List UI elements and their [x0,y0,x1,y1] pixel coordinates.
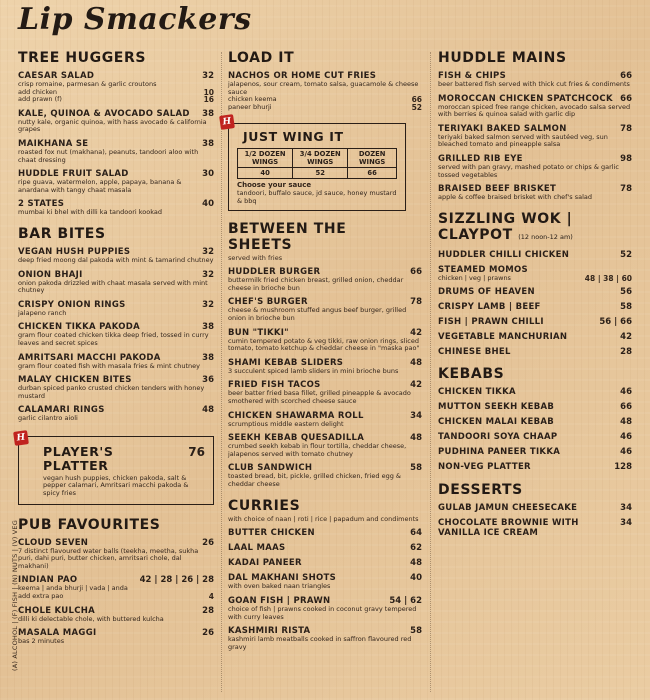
menu-item-description: garlic cilantro aioli [18,414,78,423]
menu-item [438,124,632,149]
menu-item-name: MOROCCAN CHICKEN SPATCHCOCK [438,93,613,104]
menu-item-price: 42 [410,380,422,391]
platter-price: 76 [188,444,205,459]
section-between-the-sheets [228,221,422,488]
menu-item [438,94,632,119]
platter-heading: PLAYER'S PLATTER [43,443,114,473]
section-tree-huggers [18,50,214,217]
menu-item-name: CHINESE BHEL [438,347,511,358]
menu-item [18,109,214,134]
menu-item [228,328,422,353]
menu-item [228,297,422,322]
menu-item [18,405,214,423]
menu-item-price: 48 [202,405,214,416]
section-heading: BETWEEN THE SHEETS [228,221,347,254]
menu-item-name: CLOUD SEVEN [18,537,89,548]
menu-item [228,596,422,621]
menu-item-price: 40 [410,573,422,584]
menu-item-name: HUDDLER BURGER [228,267,321,278]
menu-item [438,518,632,538]
menu-item-name: MUTTON SEEKH KEBAB [438,402,555,413]
menu-item-price: 54 | 62 [389,596,422,607]
addon-label: add prawn (f) [18,95,62,104]
menu-item-price: 66 [620,93,632,104]
menu-item-name: CHICKEN SHAWARMA ROLL [228,410,364,421]
menu-item-description: jalapeno ranch [18,308,67,317]
menu-item-name: STEAMED MOMOS [438,264,528,275]
menu-item [228,573,422,591]
menu-item-price: 38 [202,108,214,119]
menu-item-description: ripe guava, watermelon, apple, papaya, banana & anardana with tangy chaat masala [18,178,182,194]
menu-item-price: 98 [620,153,632,164]
menu-item-name: GULAB JAMUN CHEESECAKE [438,503,578,514]
menu-item-name: CHOLE KULCHA [18,605,96,616]
menu-item-name: SEEKH KEBAB QUESADILLA [228,433,365,444]
menu-item-price: 42 [620,332,632,343]
menu-item-addon [18,593,214,601]
menu-item-price: 66 [620,71,632,81]
menu-item-description: beer batter fried basa fillet, grilled pineapple & avocado smothered with scorched cheese sauce [228,389,411,405]
menu-item-price: 34 [410,410,422,421]
menu-item [18,322,214,347]
menu-item [438,154,632,179]
menu-item-price: 52 [620,249,632,260]
addon-price: 48 | 38 | 60 [584,273,632,283]
menu-item-name: CLUB SANDWICH [228,463,313,474]
menu-title: Lip Smackers [18,2,252,37]
menu-item [438,71,632,89]
section-desserts [438,482,632,538]
menu-item-price: 40 [202,199,214,210]
menu-item-price: 32 [202,299,214,310]
menu-item-name: CHICKEN TIKKA [438,387,516,398]
wings-size-header: 3/4 DOZEN WINGS [293,149,348,168]
menu-item-price: 48 [620,417,632,428]
menu-item-description: choice of fish | prawns cooked in coconut gravy tempered with curry leaves [228,605,417,621]
menu-item-name: TERIYAKI BAKED SALMON [438,123,567,134]
menu-item [18,606,214,624]
menu-item-description: dilli ki delectable chole, with buttered kulcha [18,614,164,623]
menu-item-description: scrumptious middle eastern delight [228,419,344,428]
addon-price: 52 [411,102,422,112]
menu-item-description: moroccan spiced free range chicken, avocado salsa served with berries & quinoa salad with garlic dip [438,102,631,119]
section-sizzling-wok [438,211,632,358]
menu-item-name: GRILLED RIB EYE [438,153,523,164]
menu-item-name: CRISPY LAMB | BEEF [438,302,541,313]
menu-item-name: AMRITSARI MACCHI PAKODA [18,352,161,363]
menu-item-price: 34 [620,518,632,529]
sauce-description: tandoori, buffalo sauce, jd sauce, honey mustard & bbq [237,188,397,205]
menu-item [228,71,422,111]
menu-item [228,358,422,376]
section-curries [228,498,422,651]
menu-item-price: 38 [202,322,214,333]
menu-item-price: 78 [620,123,632,134]
menu-item [228,267,422,292]
addon-price: 10 [203,87,214,97]
menu-item-price: 58 [620,302,632,313]
menu-item [438,387,632,397]
menu-item [228,463,422,488]
menu-item-description: deep fried moong dal pakoda with mint & tamarind chutney [18,255,214,264]
menu-item-price: 32 [202,269,214,280]
menu-item-name: CAESAR SALAD [18,71,95,81]
section-heading [438,211,608,245]
menu-item [228,626,422,651]
menu-item-description: bas 2 minutes [18,637,65,646]
menu-item [18,375,214,400]
menu-item [438,417,632,427]
wings-box [222,116,406,211]
menu-item-name: INDIAN PAO [18,575,78,586]
menu-item-name: DRUMS OF HEAVEN [438,287,535,298]
menu-item [18,199,214,217]
menu-item-name: CHICKEN TIKKA PAKODA [18,322,140,333]
menu-item-description: mumbai ki bhel with dilli ka tandoori kookad [18,208,163,217]
menu-item-price: 36 [202,375,214,386]
menu-item [18,628,214,646]
menu-item-name: MASALA MAGGI [18,628,97,639]
menu-item-price: 66 [410,267,422,278]
menu-item-price: 78 [410,297,422,308]
menu-item-addon [228,104,422,112]
addon-label: paneer bhurji [228,102,272,111]
menu-item [18,71,214,104]
menu-item [228,528,422,538]
menu-item [438,447,632,457]
menu-item-name: MAIKHANA SE [18,138,89,149]
menu-item [228,433,422,458]
menu-item [438,503,632,513]
menu-item-description: crumbed seekh kebab in flour tortilla, cheddar cheese, jalapenos served with tomato chutney [228,442,407,458]
menu-item-name: GOAN FISH | PRAWN [228,596,331,607]
menu-column-1 [18,50,214,646]
menu-item-price: 56 | 66 [599,317,632,328]
menu-item [228,543,422,553]
menu-item-name: TANDOORI SOYA CHAAP [438,432,558,443]
section-heading: CURRIES [228,498,301,515]
menu-item-name: BUTTER CHICKEN [228,528,315,539]
section-heading: KEBABS [438,366,505,383]
addon-price: 4 [208,592,214,602]
menu-item-name: 2 STATES [18,199,65,210]
section-heading: DESSERTS [438,482,523,499]
menu-item-name: FRIED FISH TACOS [228,380,321,391]
section-heading: LOAD IT [228,50,295,66]
section-bar-bites [18,226,214,423]
menu-item-name: DAL MAKHANI SHOTS [228,573,337,584]
menu-item-description: with oven baked naan triangles [228,582,331,591]
section-subtitle: served with fries [228,254,283,263]
menu-item-price: 26 [202,628,214,639]
menu-item-name: ONION BHAJI [18,269,83,280]
wings-table [237,148,397,179]
menu-item-price: 46 [620,432,632,443]
menu-item-price: 28 [202,605,214,616]
menu-item-name: HUDDLE FRUIT SALAD [18,169,129,180]
menu-item-name: CALAMARI RINGS [18,405,105,416]
addon-price: 16 [203,95,214,105]
menu-item-description: onion pakoda drizzled with chaat masala served with mint chutney [18,278,208,295]
menu-item-name: MALAY CHICKEN BITES [18,375,132,386]
menu-item-name: KADAI PANEER [228,558,302,569]
menu-item-name: CHEF'S BURGER [228,297,308,308]
menu-item-description: toasted bread, bit, pickle, grilled chicken, fried egg & cheddar cheese [228,472,401,488]
menu-item [18,270,214,295]
wings-price: 52 [293,168,348,179]
menu-item [18,575,214,600]
wings-size-header: 1/2 DOZEN WINGS [238,149,293,168]
wings-size-header: DOZEN WINGS [348,149,397,168]
menu-item [438,347,632,357]
menu-item-name: FISH & CHIPS [438,71,507,81]
menu-item-price: 48 [410,433,422,444]
menu-item-description: 3 succulent spiced lamb sliders in mini brioche buns [228,366,399,375]
menu-item [228,558,422,568]
menu-item-price: 30 [202,169,214,180]
section-subtitle: with choice of naan | roti | rice | papadum and condiments [228,515,419,524]
menu-item-price: 38 [202,352,214,363]
sauce-title: Choose your sauce [237,181,312,190]
section-hours: (12 noon-12 am) [518,232,573,241]
menu-item-name: NACHOS OR HOME CUT FRIES [228,71,377,81]
menu-column-3 [438,50,632,538]
menu-item-price: 32 [202,246,214,257]
brand-badge-icon: H [13,430,29,446]
menu-item [18,247,214,265]
menu-item [438,317,632,327]
menu-item-description: nutty kale, organic quinoa, with hass avocado & california grapes [18,117,207,134]
section-heading: BAR BITES [18,225,106,242]
addon-label: chicken keema [228,95,277,104]
menu-item-price: 56 [620,287,632,298]
menu-item-name: CHICKEN MALAI KEBAB [438,417,555,428]
column-divider [430,52,431,692]
menu-column-2 [222,50,422,651]
menu-item-price: 32 [202,71,214,81]
dietary-legend: (A) ALCOHOL | (F) FISH | (N) NUTS | (V) VEG [11,520,19,671]
menu-item-price: 58 [410,463,422,474]
wings-price: 40 [238,168,293,179]
menu-item-name: NON-VEG PLATTER [438,462,531,473]
addon-label: add extra pao [18,592,64,601]
menu-item-description: jalapenos, sour cream, tomato salsa, guacamole & cheese sauce [228,80,419,96]
menu-item-description: buttermilk fried chicken breast, grilled onion, cheddar cheese in brioche bun [228,276,404,292]
section-heading: PUB FAVOURITES [18,516,161,533]
menu-item-name: KALE, QUINOA & AVOCADO SALAD [18,108,190,119]
menu-item-name: CRISPY ONION RINGS [18,299,126,310]
menu-item-price: 28 [620,347,632,358]
menu-item-name: FISH | PRAWN CHILLI [438,317,544,328]
menu-item-description: kashmiri lamb meatballs cooked in saffron flavoured red gravy [228,635,412,651]
menu-item-description: gram flour coated fish with masala fries & mint chutney [18,361,200,370]
menu-item-price: 26 [202,537,214,548]
menu-item-name: BRAISED BEEF BRISKET [438,184,557,195]
menu-item-price: 128 [614,462,632,473]
menu-item-description: teriyaki baked salmon served with sautéed veg, sun bleached tomato and pineapple salsa [438,132,608,149]
menu-item-name: LAAL MAAS [228,543,286,554]
menu-item-price: 48 [410,357,422,368]
section-heading: HUDDLE MAINS [438,50,567,66]
menu-item-price: 42 [410,327,422,338]
menu-item-description: keema | anda bhurji | vada | anda [18,584,128,593]
section-huddle-mains [438,50,632,202]
menu-item-description: served with pan gravy, mashed potato or chips & garlic tossed vegetables [438,162,619,179]
menu-item-price: 42 | 28 | 26 | 28 [139,575,214,586]
menu-item-name: VEGAN HUSH PUPPIES [18,246,131,257]
menu-item-description: cheese & mushroom stuffed angus beef burger, grilled onion in brioche bun [228,306,407,322]
menu-item-price: 62 [410,543,422,554]
menu-item [438,462,632,472]
menu-item [18,169,214,194]
menu-item-description: apple & coffee braised brisket with chef's salad [438,193,592,202]
menu-item [438,432,632,442]
menu-item-price: 46 [620,387,632,398]
menu-item [228,411,422,429]
menu-item-price: 46 [620,447,632,458]
menu-item-description: durban spiced panko crusted chicken tenders with honey mustard [18,384,205,400]
section-load-it [228,50,422,111]
menu-item-name: PUDHINA PANEER TIKKA [438,447,561,458]
menu-item [18,538,214,571]
menu-item-addon [438,275,632,283]
brand-badge-icon: H [219,114,235,130]
menu-item [438,250,632,260]
addon-label: chicken | veg | prawns [438,273,511,282]
players-platter-box [16,432,214,505]
menu-item-name: KASHMIRI RISTA [228,626,311,637]
addon-label: add chicken [18,87,58,96]
section-heading: TREE HUGGERS [18,50,147,66]
menu-item [438,302,632,312]
menu-item [438,332,632,342]
menu-item-price: 58 [410,626,422,637]
menu-item-name: SHAMI KEBAB SLIDERS [228,357,344,368]
menu-item-name: CHOCOLATE BROWNIE WITH VANILLA ICE CREAM [438,518,579,539]
menu-item-price: 64 [410,528,422,539]
platter-description: vegan hush puppies, chicken pakoda, salt & pepper calamari, Amritsari macchi pakoda & spicy fries [43,473,189,498]
menu-item-price: 38 [202,138,214,149]
addon-price: 66 [411,95,422,105]
menu-item-description: roasted fox nut (makhana), peanuts, tandoori aloo with chaat dressing [18,147,199,164]
menu-item-name: HUDDLER CHILLI CHICKEN [438,249,570,260]
wings-price: 66 [348,168,397,179]
section-pub-favourites [18,517,214,646]
menu-item-name: VEGETABLE MANCHURIAN [438,332,568,343]
menu-item [228,380,422,405]
menu-item-description: gram flour coated chicken tikka deep fried, tossed in curry leaves and secret spices [18,331,209,347]
menu-item-description: 7 distinct flavoured water balls (teekha, meetha, sukha puri, dahi puri, butter chicken, amritsari chole, dal makhani) [18,546,199,570]
menu-item [18,300,214,318]
menu-item [438,402,632,412]
menu-item-price: 78 [620,184,632,195]
menu-item-name: BUN "TIKKI" [228,327,289,338]
menu-item-description: cumin tempered potato & veg tikki, raw onion rings, sliced tomato, tomato ketchup & cheddar cheese in "maska pao" [228,336,420,353]
wings-heading: JUST WING IT [243,129,344,145]
menu-item-addon [18,96,214,104]
section-kebabs [438,366,632,472]
menu-item-description: crisp romaine, parmesan & garlic croutons [18,80,157,88]
menu-item [438,265,632,283]
menu-item [438,184,632,202]
column-divider [221,52,222,692]
menu-item-description: beer battered fish served with thick cut fries & condiments [438,80,630,88]
section-heading-text: SIZZLING WOK | CLAYPOT [438,210,573,243]
menu-item [438,287,632,297]
menu-item [18,353,214,371]
menu-item-price: 34 [620,503,632,514]
menu-item-price: 48 [410,558,422,569]
menu-item [18,139,214,164]
menu-item-price: 66 [620,402,632,413]
